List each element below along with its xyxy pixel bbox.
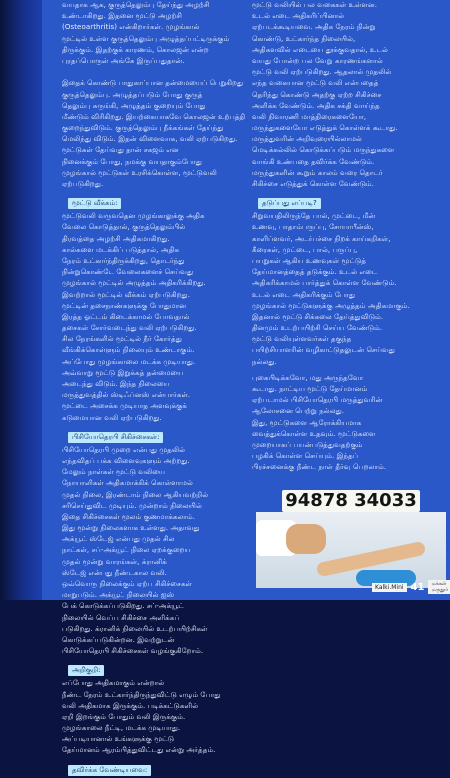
text-line: வீங்கிக்கொள்ளும் நிலையும் உண்டாகும்.	[62, 346, 195, 355]
text-line: பயிற்சியாளரின் வழிகாட்டுதலுடன் செய்வது	[252, 346, 395, 355]
text-line: ஒவ்வொரு நிலைக்கும் ஏற்ப சிகிச்சைகள்	[62, 580, 192, 588]
text-line: மெடிக்கல்லில் கொடுக்கப்படும் மருந்துகளை	[252, 146, 395, 155]
text-line: ஸ்டேஜ் என்பது நீண்டகால வலி.	[62, 568, 167, 577]
text-line: உண்டாகிறது. இதனை மூட்டு அழற்சி	[62, 12, 182, 21]
text-line: மருந்துகளின் கூறும் காலம் வரை தொடர்	[252, 168, 383, 177]
left-column	[62, 0, 250, 778]
text-line: பிரச்சனைக்கு நீண்ட நாள் தீர்வு பெறலாம்.	[252, 463, 387, 472]
text-line: பயறுகள் ஆகிய உணவுகள் மூட்டுத்	[252, 256, 367, 265]
text-line: உணவு, பாதாம்பருப்பு, சோயாபீன்ஸ்,	[252, 223, 374, 232]
text-line: தெலும்பு சுருங்கி, அழுத்தம் குறையும் போது	[62, 101, 206, 110]
text-line: ஆலோசனை பெற்று நல்லது.	[252, 407, 345, 416]
text-line: பழகிக் கொள்ள செய்யும். இந்தப்	[252, 452, 359, 461]
section-heading-physiotherapy: பிசியோதெரபி சிகிச்சைகள்:	[68, 432, 163, 443]
text-line: இரத்த ஓட்டம் கிடைக்காமல் போவதால்	[62, 312, 190, 321]
text-line: வாங்கி உண்பதை தவிர்க்க வேண்டும்.	[252, 157, 375, 166]
text-line: எந்தவிதப் பக்க விளைவுகளும் அற்றது.	[62, 456, 190, 465]
right-column	[252, 0, 442, 474]
text-line: மருந்துகளையோ எடுத்துக் கொள்ளக் கூடாது.	[252, 124, 398, 133]
text-line: கீரைகள், முட்டை, பால், பருப்பு,	[252, 245, 358, 254]
left-paragraph-3	[62, 445, 250, 658]
text-line: அதிகரிக்காமல் பார்த்துக் கொள்ள வேண்டும்.	[252, 279, 397, 288]
text-line: எந்த வகையான மூட்டு வலி என்பதைத்	[252, 79, 379, 88]
text-line: மாறுபடும். அக்யூட் நிலையில் ஐஸ்	[62, 591, 175, 600]
physiotherapy-photo	[256, 512, 446, 588]
text-line: குருத்தெலும்பு. அழுத்தப்படும் போது குருத்	[62, 90, 203, 99]
text-line: நல்லது.	[252, 357, 277, 366]
text-line: மூட்டை அசைக்க முடியாத அளவுக்குக்	[62, 402, 187, 411]
text-line: முழங்கால் மூட்டுகள் உரசிக்கொள்ள, மூட்டுவலி	[62, 168, 217, 177]
text-line: அதிகளவில் எடையை தூக்குவதால், உடல்	[252, 45, 388, 54]
text-line: இது, மூட்டுகளை ஆரோக்கியமாக	[252, 418, 362, 427]
section-heading-symptoms: அறிகுறி:	[68, 665, 104, 676]
text-line: மீண்டும் விரிகிறது. இயற்கையாகவே கொலஜன் உற்பத்தி	[62, 112, 246, 121]
text-line: புரதப்பொருள் அங்கே இருப்பதுதான்.	[62, 56, 185, 65]
footer-label: மக்கள் மருதூர்	[428, 580, 450, 594]
text-line: சில நேரங்களில் மூட்டில் நீர் கோர்த்து	[62, 335, 182, 344]
text-line: மருத்துவரின் அறிவுரையில்லாமல்	[252, 135, 362, 144]
text-line: பேக் கொடுக்கப்படுகிறது. சப்-அக்யூட்	[62, 602, 184, 611]
text-line: நாட்கள், சப்-அக்யூட் நிலை ஏறக்குறைய	[62, 546, 191, 555]
text-line: படுகிறது. க்ரானிக் நிலையில் உடற்பயிற்சிகள்	[62, 624, 208, 633]
text-line: ஏற்படக்கூடியவை. அதிக நேரம் நின்று	[252, 23, 376, 32]
text-line: கடுமையான வலி ஏற்படுகிறது.	[62, 413, 162, 422]
text-line: (Osteoarthritis) என்கிறார்கள். முழங்கால்	[62, 23, 200, 32]
text-line: ஏறி இறங்கும் போதும் வலி இருக்கும்.	[62, 712, 186, 721]
text-line: முழங்காலை நீட்டி, மடக்க முடியாது.	[62, 724, 181, 733]
text-line: இதனால் மூட்டு சிக்கலை தேய்த்துவிடும்.	[252, 312, 384, 321]
text-line: ஏற்படுகிறது.	[62, 180, 104, 188]
phone-number-banner[interactable]: 94878 34033	[282, 490, 420, 512]
text-line: வயதாக ஆக, குருத்தெலும்பு தேய்ந்து அழற்சி	[62, 1, 210, 9]
text-line: பிசியோதெரபி சிகிச்சைகள் வழங்குகிறோம்.	[62, 647, 204, 656]
section-heading-swelling: மூட்டு வீக்கம்:	[68, 198, 121, 209]
text-line: இது மூன்று நிலைகளாக உள்ளது. அதாவது	[62, 524, 200, 533]
text-line: மெலிந்து விடும். இதன் விளைவாக, வலி ஏற்படுகிறது.	[62, 135, 238, 144]
text-line: நிலையில் வெப்ப சிகிச்சை அளிக்கப்	[62, 613, 180, 622]
magazine-page	[42, 0, 450, 774]
text-line: முழங்கால் மூட்டுகளுக்கு அழுத்தம் அதிகமாகும்.	[252, 301, 410, 310]
left-paragraph-4	[62, 678, 250, 756]
text-line: முழங்கால் மூட்டில் அழுத்தம் அதிகரிக்கிறது.	[62, 279, 206, 288]
magazine-name: Kalki.Mini	[372, 583, 407, 592]
text-line: மருத்துவத்தில் ஸ்டிஃப்னஸ் என்பார்கள்.	[62, 391, 191, 400]
text-line: மூட்டுவலி வருவதென முழங்காலுக்கு அதிக	[62, 212, 205, 221]
text-line: மூட்டில் உள்ள குருத்தெலும்பு அழுத்தப்பட்டிருக்கும்	[62, 34, 230, 43]
text-line: திரவத்தை அழற்சி அதிகமாகிறது.	[62, 234, 170, 243]
text-line: உடல் எடை அதிகரிப்பினால்	[252, 12, 345, 21]
text-line: தெரிந்து கொண்டு அதற்கு ஏற்ற சிகிச்சை	[252, 90, 382, 99]
text-line	[62, 67, 250, 78]
text-line: வலி நிவாரணி மாத்திரைகளையோ,	[252, 112, 367, 121]
text-line: ஏற்படாமல் பிசியோதெரபி மருத்துவரின்	[252, 396, 383, 405]
text-line: அவ்வாறு மூட்டு இறுக்கத் தன்மையை	[62, 368, 184, 377]
text-line: அளிக்க வேண்டும். அதிக சக்தி வாய்ந்த	[252, 101, 380, 110]
text-line: பிசியோதெரபி முறை என்பது முதலில்	[62, 445, 186, 454]
left-paragraph-2	[62, 211, 250, 424]
text-line: வலி அதிகமாக இருக்கும். படிக்கட்டுகளில்	[62, 701, 199, 710]
text-line: அக்யூட் ஸ்டேஜ் என்பது முதல் சில	[62, 535, 175, 544]
text-line: சிகிச்சை எடுத்துக் கொள்ள வேண்டும்.	[252, 180, 374, 188]
page-footer	[372, 580, 450, 594]
text-line: முதல் நிலை, இரண்டாம் நிலை ஆகியவற்றில்	[62, 490, 209, 499]
text-line: நீண்ட நேரம் உட்கார்ந்திருந்துவிட்டு எழும் போது	[62, 690, 221, 699]
therapist-hand	[286, 524, 326, 554]
text-line: அப்படியானால் உங்களுக்கு மூட்டு	[62, 735, 175, 744]
text-line: மேலும் நாள்கள் மூட்டு வலியை	[62, 468, 166, 477]
text-line: நினைக்கும் போது, நமக்கு வயதாகும்போது	[62, 157, 202, 166]
section-heading-avoid: தவிர்க்க வேண்டியவை:	[68, 765, 151, 776]
text-line: தசைகள் சோர்வடைந்து வலி ஏற்படுகிறது.	[62, 324, 197, 333]
text-line: கொடுக்கப்படுகின்றன. இவற்றுடன்	[62, 635, 175, 644]
page-number: 41	[410, 581, 425, 593]
text-line: வேலை கொடுத்தால், குருத்தெலும்பில்	[62, 223, 186, 232]
text-line: உடல் எடை அதிகரிக்கும் போது	[252, 290, 355, 299]
text-line: முறையாகப் பயன்படுத்துவதற்கும்	[252, 440, 363, 449]
text-line: அடைந்து விடும். இந்த நிலையை	[62, 380, 170, 388]
text-line: முதல் மூன்று வாரங்கள், க்ரானிக்	[62, 557, 167, 566]
right-paragraph-3	[252, 373, 442, 474]
text-line: மூட்டு வலியுள்ளவர்கள் தகுந்த	[252, 335, 352, 344]
text-line: மூட்டின் தசைநாண்களுக்கு போதுமான	[62, 301, 187, 310]
text-line: கொண்டு, உட்கார்ந்த நிலையில்,	[252, 34, 356, 43]
text-line: தேய்மானம் ஆரம்பித்துவிட்டது என்று அர்த்தம்.	[62, 746, 216, 755]
text-line: இதைக் கொண்டு பாதுகாப்பான தன்மையைப் பெறுகிறது	[62, 79, 244, 88]
text-line: வயது போன்ற பல வேறு காரணங்களால்	[252, 56, 383, 65]
text-line: தினமும் உடற்பயிற்சி செய்ய வேண்டும்.	[252, 324, 383, 333]
text-line: நேரம் உட்கார்ந்திருக்கிறது, தொடர்ந்து	[62, 256, 185, 265]
text-line: அப்போது முழங்காலை மடக்க முடியாது.	[62, 357, 196, 366]
text-line: மூட்டுகள் தேய்வது தான் சகஜம் என	[62, 146, 179, 155]
right-paragraph-2	[252, 211, 442, 368]
magazine-spine	[0, 0, 42, 600]
text-line: சிறுவயதிலிருந்தே பால், முட்டை, மீன்	[252, 212, 376, 221]
left-paragraph-1	[62, 0, 250, 190]
text-line: வைத்துக்கொள்ள உதவும். மூட்டுகளை	[252, 429, 376, 438]
text-line: இவற்றால் மூட்டில் வீக்கம் ஏற்படுகிறது.	[62, 290, 191, 299]
right-paragraph-1	[252, 0, 442, 190]
text-line: மூட்டு வலியில் பல வகைகள் உள்ளன.	[252, 1, 378, 9]
text-line: கூடாது. நாட்டிய மூட்டு தேய்மானம்	[252, 385, 368, 393]
text-line: மூட்டு வலி ஏற்படுகிறது. ஆதலால் முதலில்	[252, 68, 392, 77]
text-line: இதை சிகிச்சைகள் மூலம் குணமாக்கலாம்.	[62, 512, 196, 521]
text-line: எப்போது அதிகமாகும் என்றால்	[62, 679, 165, 688]
text-line: காளிப்ளவர், அடர்பச்சை நிறக் காய்கறிகள்,	[252, 234, 391, 243]
text-line: குறைந்துவிடும். குருத்தெலும்பு நீக்கங்கள் தேய்ந்து	[62, 124, 224, 133]
text-line: சரிசெய்துவிட முடியும். முன்றாம் நிலையில்	[62, 501, 202, 510]
text-line: நின்றுகொண்டே வேலைகளைச் செய்வது	[62, 268, 194, 277]
section-heading-prevention: தடுப்பது எப்படி?	[258, 198, 321, 209]
text-line: கால்களை மடக்கிப் படுத்தால், அதிக	[62, 245, 180, 254]
text-line: நோயாளிகள் அதிகமாக்கிக் கொள்ளாமல்	[62, 479, 193, 488]
text-line: புகைபிடிக்கவோ, மது அருந்தவோ	[252, 373, 364, 382]
text-line: திருக்கும். இதற்குக் காரணம், கொலஜன் என்ற	[62, 45, 209, 54]
text-line: தேய்மானத்தைத் தடுக்கும். உடல் எடை	[252, 268, 378, 277]
